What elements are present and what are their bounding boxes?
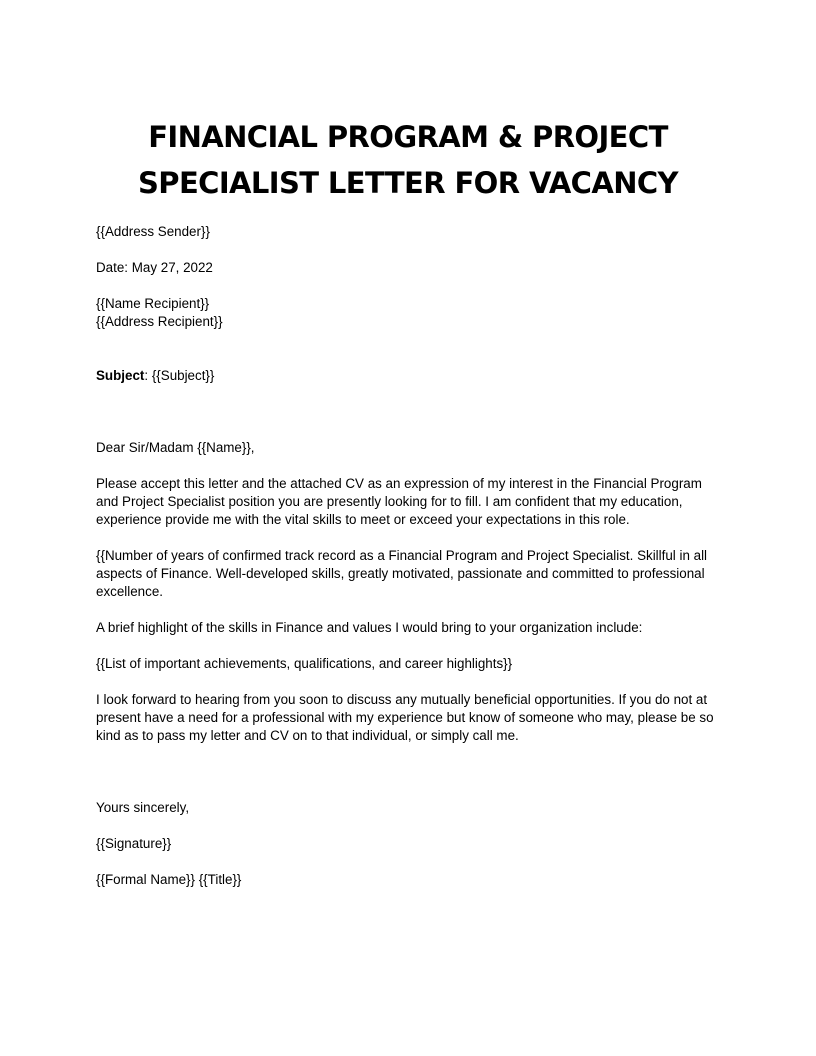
paragraph-achievements: {{List of important achievements, qualifications, and career highlights}}	[96, 656, 513, 671]
formal-name-title: {{Formal Name}} {{Title}}	[96, 872, 242, 887]
paragraph-line: {{Number of years of confirmed track record as a Financial Program and Project Specialist. Skillful in all	[96, 548, 708, 563]
title-line-1: FINANCIAL PROGRAM & PROJECT	[148, 120, 668, 154]
signature: {{Signature}}	[96, 836, 172, 851]
paragraph-highlight-intro: A brief highlight of the skills in Finance and values I would bring to your organization include:	[96, 620, 643, 635]
closing: Yours sincerely,	[96, 800, 190, 815]
paragraph-line: and Project Specialist position you are presently looking for to fill. I am confident that my education,	[96, 494, 683, 509]
page-title	[96, 114, 720, 206]
paragraph-line: experience provide me with the vital skills to meet or exceed your expectations in this role.	[96, 512, 630, 527]
paragraph-track-record	[96, 547, 720, 601]
paragraph-line: aspects of Finance. Well-developed skills, greatly motivated, passionate and committed to professional	[96, 566, 705, 581]
paragraph-line: present have a need for a professional with my experience but know of someone who may, please be so	[96, 710, 714, 725]
paragraph-line: kind as to pass my letter and CV on to that individual, or simply call me.	[96, 728, 519, 743]
recipient-address: {{Address Recipient}}	[96, 314, 223, 329]
paragraph-line: I look forward to hearing from you soon to discuss any mutually beneficial opportunities. If you do not at	[96, 692, 708, 707]
salutation: Dear Sir/Madam {{Name}},	[96, 440, 255, 455]
subject-label: Subject	[96, 368, 145, 383]
letter-date: Date: May 27, 2022	[96, 260, 213, 275]
letter-body	[96, 223, 720, 889]
paragraph-interest	[96, 475, 720, 529]
recipient-name: {{Name Recipient}}	[96, 296, 210, 311]
paragraph-closing-request	[96, 691, 720, 745]
title-line-2: SPECIALIST LETTER FOR VACANCY	[138, 166, 678, 200]
paragraph-line: excellence.	[96, 584, 163, 599]
paragraph-line: Please accept this letter and the attached CV as an expression of my interest in the Financial Program	[96, 476, 702, 491]
subject-line	[96, 367, 720, 385]
subject-value: : {{Subject}}	[144, 368, 215, 383]
sender-address: {{Address Sender}}	[96, 224, 210, 239]
